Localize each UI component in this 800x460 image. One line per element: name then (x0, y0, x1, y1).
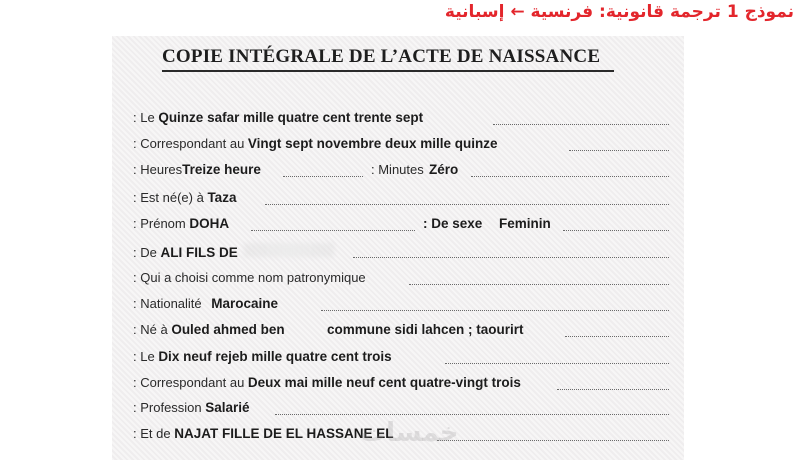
record-line-father-date-gregorian (133, 375, 673, 395)
field-value: NAJAT FILLE DE EL HASSANE EL (174, 426, 394, 441)
field-value: Ouled ahmed ben (171, 322, 285, 337)
field-value: Feminin (499, 216, 551, 231)
field-value: mille neuf cent quatre-vingt trois (311, 375, 521, 390)
field-value: Treize heure (182, 162, 261, 177)
record-line-date-hijri (133, 110, 673, 130)
dotted-leader (353, 247, 669, 258)
field-value: Vingt sept novembre deux mille quinze (247, 136, 498, 151)
field-label: : De sexe (423, 216, 483, 231)
record-line-profession (133, 400, 673, 420)
record-line-nationality (133, 296, 673, 316)
record-line-name-sex (133, 216, 673, 236)
field-label: : Qui a choisi comme nom patronymique (133, 270, 366, 285)
dotted-leader (557, 379, 669, 390)
field-value: Salarié (205, 400, 250, 415)
record-line-birthplace (133, 190, 673, 210)
dotted-leader (565, 326, 669, 337)
dotted-leader (493, 114, 669, 125)
field-value: Dix neuf rejeb mille quatre cent trois (158, 349, 392, 364)
dotted-leader (471, 166, 669, 177)
field-value: commune sidi lahcen ; taourirt (327, 322, 524, 337)
record-line-surname (133, 270, 673, 290)
field-label: : Profession (133, 400, 202, 415)
redacted-area (244, 243, 334, 257)
record-line-time (133, 162, 673, 182)
field-label: : Est né(e) à (133, 190, 204, 205)
record-line-father-date-hijri (133, 349, 673, 369)
field-label: : Correspondant au (133, 136, 245, 151)
watermark-logo: خمسات (360, 418, 459, 448)
field-label: : Et de (133, 426, 171, 441)
dotted-leader (437, 430, 669, 441)
field-value: Marocaine (211, 296, 279, 311)
field-label: : Heures (133, 162, 183, 177)
field-label: : Le (133, 349, 155, 364)
field-value: Zéro (429, 162, 459, 177)
dotted-leader (321, 300, 669, 311)
field-label: : Le (133, 110, 155, 125)
field-label: : Correspondant au (133, 375, 245, 390)
dotted-leader (569, 140, 669, 151)
field-label: : Né à (133, 322, 168, 337)
record-line-date-gregorian (133, 136, 673, 156)
dotted-leader (445, 353, 669, 364)
field-value: Quinze safar mille quatre cent trente sept (158, 110, 424, 125)
field-value: Taza (207, 190, 237, 205)
dotted-leader (275, 404, 669, 415)
dotted-leader (251, 220, 415, 231)
field-value: Deux mai (247, 375, 308, 390)
dotted-leader (265, 194, 669, 205)
dotted-leader (563, 220, 669, 231)
field-value: DOHA (189, 216, 230, 231)
title-underline (162, 70, 614, 72)
field-label: : Prénom (133, 216, 186, 231)
field-value: ALI FILS DE (160, 245, 238, 260)
record-line-father (133, 243, 673, 263)
field-label: : Nationalité (133, 296, 202, 311)
field-label: : De (133, 245, 157, 260)
dotted-leader (409, 274, 669, 285)
record-line-father-birthplace (133, 322, 673, 342)
dotted-leader (283, 166, 363, 177)
document-title: COPIE INTÉGRALE DE L’ACTE DE NAISSANCE (162, 46, 601, 67)
header-banner: نموذج 1 ترجمة قانونية: فرنسية ← إسبانية (444, 2, 794, 22)
field-label: : Minutes (371, 162, 424, 177)
